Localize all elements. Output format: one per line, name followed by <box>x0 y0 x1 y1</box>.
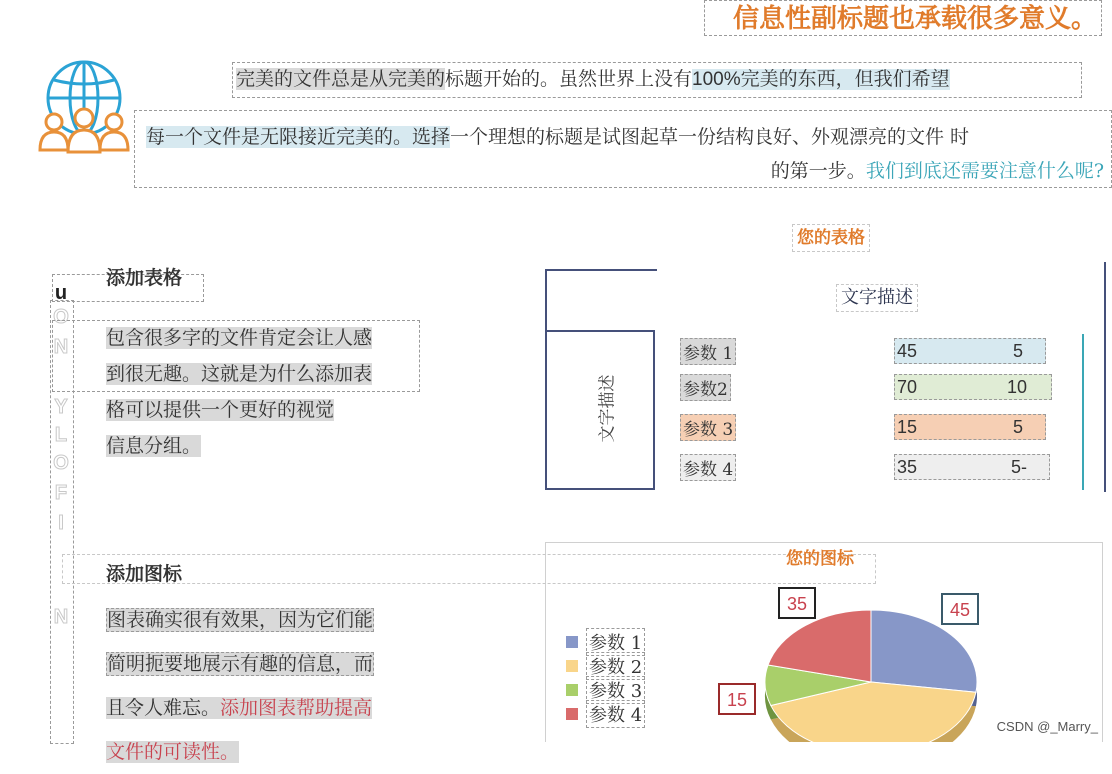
watermark: CSDN @_Marry_ <box>996 719 1098 734</box>
legend-item <box>566 654 645 678</box>
legend-label: 参数 2 <box>586 652 645 680</box>
data-label: 45 <box>949 600 971 620</box>
table-left-stub <box>545 269 547 330</box>
table-row-values: 15 5 <box>894 414 1046 440</box>
intro-line-2: 每一个文件是无限接近完美的。选择一个理想的标题是试图起草一份结构良好、外观漂亮的文件 时 <box>146 126 970 148</box>
legend-item <box>566 630 645 654</box>
table-row-values: 35 5- <box>894 454 1050 480</box>
row-label: 参数2 <box>680 374 731 401</box>
chart-section-heading: 添加图标 <box>106 563 183 585</box>
row-label: 参数 3 <box>680 414 736 441</box>
table-caption: 您的表格 <box>792 224 870 252</box>
row-label: 参数 4 <box>680 454 736 481</box>
legend-swatch <box>566 684 578 696</box>
vertical-letter: L <box>54 424 68 446</box>
table-row-values: 70 10 <box>894 374 1052 400</box>
legend-swatch <box>566 660 578 672</box>
table-top-line <box>545 269 657 271</box>
table-section-heading: 添加表格 <box>106 267 183 289</box>
legend-label: 参数 4 <box>586 700 645 728</box>
table-right-line-dark <box>1104 262 1106 492</box>
chart-title-box <box>62 554 876 584</box>
table-row-values: 45 5 <box>894 338 1046 364</box>
vertical-letter: O <box>53 306 69 328</box>
table-section-text: 包含很多字的文件肯定会让人感 到很无趣。这就是为什么添加表 格可以提供一个更好的视觉 信息分组。 <box>106 327 373 457</box>
intro-line-1: 完美的文件总是从完美的标题开始的。虽然世界上没有100%完美的东西，但我们希望 <box>236 68 950 90</box>
legend-item <box>566 678 645 702</box>
row-label: 参数 1 <box>680 338 736 365</box>
data-label: 35 <box>786 594 808 614</box>
vertical-letter: N <box>53 336 69 358</box>
subtitle: 信息性副标题也承载很多意义。 <box>704 0 1102 36</box>
vertical-letter: O <box>53 452 69 474</box>
chart-section-text: 图表确实很有效果，因为它们能 简明扼要地展示有趣的信息，而 且令人难忘。添加图表帮助提高 文件的可读性。 <box>106 609 374 763</box>
chart-title: 您的图标 <box>786 549 854 569</box>
legend-swatch <box>566 708 578 720</box>
intro-line-3: 的第一步。我们到底还需要注意什么呢? <box>770 160 1104 182</box>
vertical-letter: I <box>58 512 64 534</box>
vertical-letter: Y <box>54 396 68 418</box>
chart-legend <box>566 630 645 726</box>
pie-slice <box>871 610 977 692</box>
legend-swatch <box>566 636 578 648</box>
globe-people-logo-icon <box>36 58 134 154</box>
legend-label: 参数 1 <box>586 628 645 656</box>
vertical-letter: F <box>54 482 68 504</box>
data-label: 15 <box>726 690 748 710</box>
table-col-header: 文字描述 <box>836 284 918 312</box>
vertical-letter: u <box>54 282 68 304</box>
legend-label: 参数 3 <box>586 676 645 704</box>
table-right-line <box>1082 334 1084 490</box>
vertical-letter: N <box>53 606 69 628</box>
legend-item <box>566 702 645 726</box>
table-row-header: 文字描述 <box>597 374 618 443</box>
